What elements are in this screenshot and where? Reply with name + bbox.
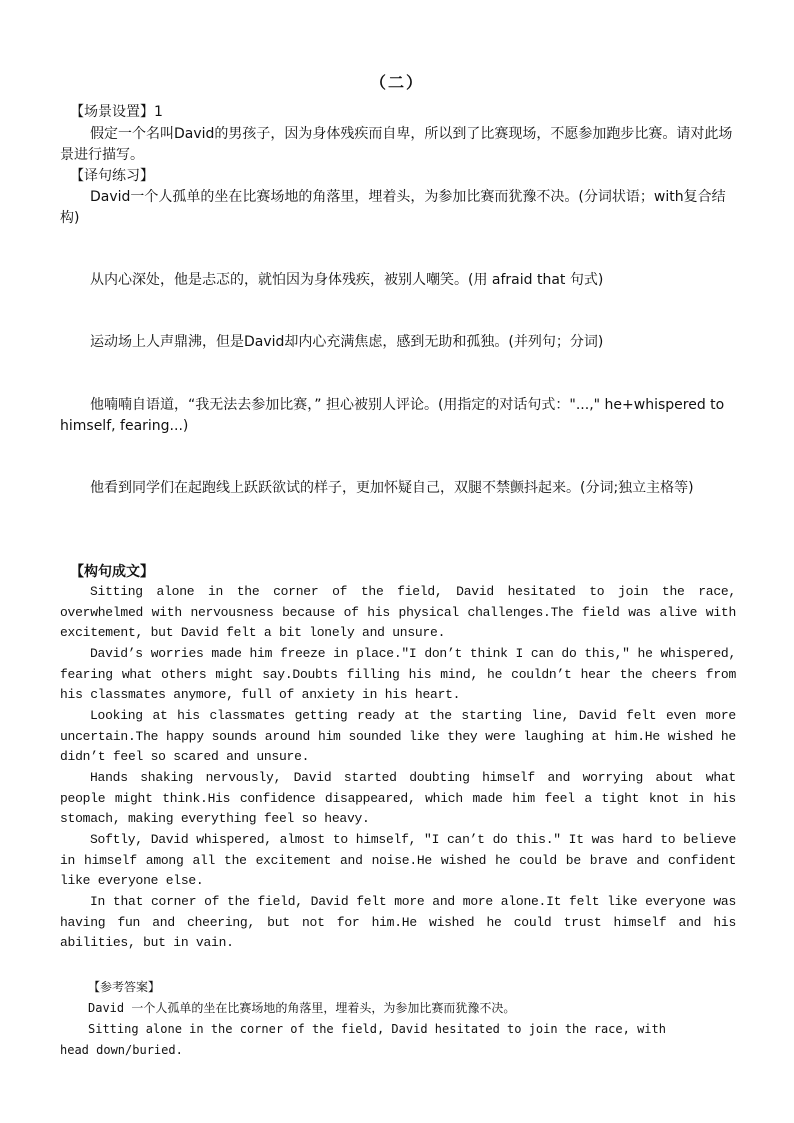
practice-item-4: 他喃喃自语道，“我无法去参加比赛，” 担心被别人评论。(用指定的对话句式："...," he+whispered to himself, fearing...) — [60, 397, 725, 434]
practice-item-3: 运动场上人声鼎沸，但是David却内心充满焦虑，感到无助和孤独。(并列句；分词) — [90, 334, 604, 350]
page-title: （二） — [369, 73, 424, 92]
answer-heading: 【参考答案】 — [88, 980, 161, 994]
answer-chinese: David 一个人孤单的坐在比赛场地的角落里，埋着头，为参加比赛而犹豫不决。 — [88, 1001, 516, 1015]
practice-item-2: 从内心深处，他是忐忑的，就怕因为身体残疾，被别人嘲笑。(用 afraid that 句式) — [90, 272, 604, 288]
practice-item-5: 他看到同学们在起跑线上跃跃欲试的样子，更加怀疑自己，双腿不禁颤抖起来。(分词;独立主格等) — [90, 480, 694, 496]
essay-paragraph-6: In that corner of the field, David felt more and more alone.It felt like everyone was having fun and cheering, but not for him.He wished he could trust himself and his abilities, but in vain. — [60, 894, 736, 951]
essay-paragraph-3: Looking at his classmates getting ready at the starting line, David felt even more uncertain.The happy sounds around him sounded like they were laughing at him.He wished he didn’t feel so scared and unsure. — [60, 708, 736, 765]
essay-paragraph-1: Sitting alone in the corner of the field, David hesitated to join the race, overwhelmed with nervousness because of his physical challenges.The field was alive with excitement, but David felt a bit lonely and unsure. — [60, 584, 736, 641]
practice-item-1: David一个人孤单的坐在比赛场地的角落里，埋着头，为参加比赛而犹豫不决。(分词状语；with复合结构) — [60, 189, 726, 226]
essay-paragraph-4: Hands shaking nervously, David started doubting himself and worrying about what people might think.His confidence disappeared, which made him feel a tight knot in his stomach, making everything feel so heavy. — [60, 770, 736, 827]
compose-heading: 【构句成文】 — [70, 564, 154, 580]
scene-heading: 【场景设置】1 — [70, 104, 163, 120]
scene-text: 假定一个名叫David的男孩子，因为身体残疾而自卑，所以到了比赛现场，不愿参加跑步比赛。请对此场景进行描写。 — [60, 126, 733, 163]
essay-paragraph-2: David’s worries made him freeze in place."I don’t think I can do this," he whispered, fearing what others might say.Doubts filling his mind, he couldn’t hear the cheers from his classmates anymore, full of anxiety in his heart. — [60, 646, 736, 703]
answer-english: Sitting alone in the corner of the field, David hesitated to join the race, with head down/buried. — [60, 1022, 666, 1057]
essay-paragraph-5: Softly, David whispered, almost to himself, "I can’t do this." It was hard to believe in himself among all the excitement and noise.He wished he could be brave and confident like everyone else. — [60, 832, 736, 889]
practice-heading: 【译句练习】 — [70, 168, 154, 184]
